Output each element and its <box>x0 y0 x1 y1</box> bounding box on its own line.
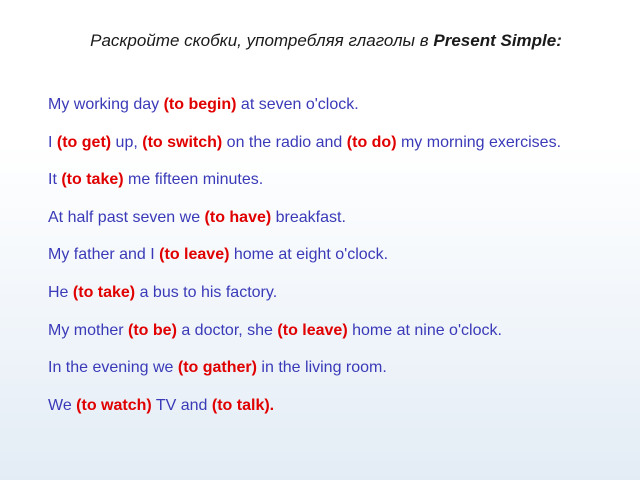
verb-prompt: (to leave) <box>159 246 230 264</box>
sentence-text: At half past seven we <box>48 208 205 226</box>
sentence-text: In the evening we <box>48 359 178 377</box>
verb-prompt: (to leave) <box>277 321 348 339</box>
title-prefix: Раскройте скобки, употребляя глаголы в <box>90 31 434 50</box>
sentence-5 <box>48 245 561 264</box>
sentence-text: My mother <box>48 321 129 339</box>
verb-prompt: (to take) <box>61 171 124 189</box>
sentence-text: a doctor, she <box>176 321 278 339</box>
verb-prompt: (to begin) <box>163 96 237 113</box>
title-tense: Present Simple: <box>433 31 562 50</box>
sentence-text: I <box>48 133 57 151</box>
verb-prompt: (to talk). <box>211 396 275 414</box>
verb-prompt: (to do) <box>346 133 397 151</box>
sentence-text: me fifteen minutes. <box>123 171 264 189</box>
sentence-6 <box>48 283 561 302</box>
sentence-text: My working day <box>48 96 164 113</box>
verb-prompt: (to watch) <box>76 396 152 414</box>
sentence-9 <box>48 396 561 415</box>
sentence-8 <box>48 358 561 377</box>
sentence-7 <box>48 321 561 340</box>
verb-prompt: (to switch) <box>142 133 223 151</box>
sentence-2 <box>48 133 561 152</box>
sentence-text: my morning exercises. <box>396 133 562 151</box>
sentence-text: breakfast. <box>271 208 346 226</box>
sentence-text: at seven o'clock. <box>236 96 359 113</box>
sentence-4 <box>48 208 561 227</box>
verb-prompt: (to get) <box>56 133 112 151</box>
sentence-text: home at eight o'clock. <box>229 246 389 264</box>
sentence-3 <box>48 170 561 189</box>
verb-prompt: (to gather) <box>177 359 257 377</box>
verb-prompt: (to have) <box>204 208 272 226</box>
sentence-list <box>48 95 561 433</box>
sentence-text: on the radio and <box>222 133 347 151</box>
verb-prompt: (to take) <box>72 283 136 301</box>
sentence-text: home at nine o'clock. <box>347 321 502 339</box>
sentence-text: It <box>48 171 62 189</box>
sentence-text: TV and <box>151 396 212 414</box>
sentence-text: We <box>48 396 77 414</box>
sentence-text: He <box>48 283 73 301</box>
sentence-text: My father and I <box>48 246 160 264</box>
sentence-text: a bus to his factory. <box>135 283 278 301</box>
sentence-text: in the living room. <box>256 359 387 377</box>
sentence-text: up, <box>111 133 143 151</box>
verb-prompt: (to be) <box>128 321 177 339</box>
sentence-1 <box>48 95 561 114</box>
exercise-title <box>0 31 640 51</box>
